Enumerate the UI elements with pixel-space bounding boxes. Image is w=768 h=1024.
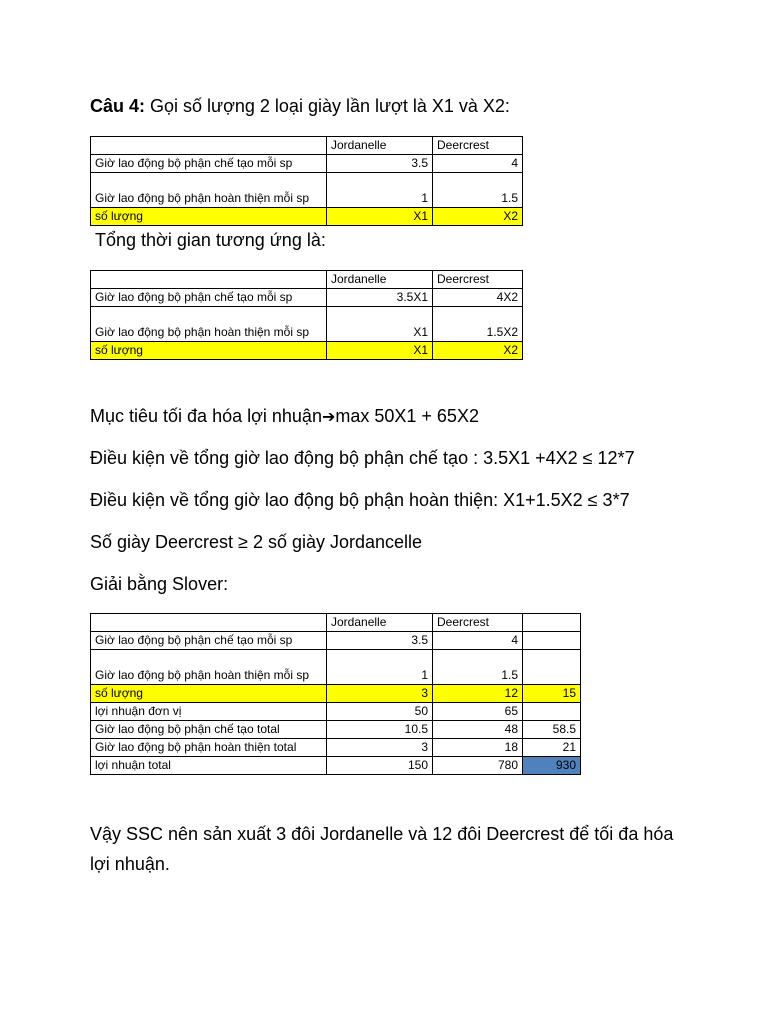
table-cell: 18	[433, 739, 523, 757]
table-cell: Giờ lao động bộ phận chế tạo mỗi sp	[91, 155, 327, 173]
table-header-row	[91, 614, 581, 632]
table-cell: 1.5	[433, 650, 523, 685]
constraint-finishing: Điều kiện về tổng giờ lao động bộ phận hoàn thiện: X1+1.5X2 ≤ 3*7	[90, 490, 630, 510]
table-cell: 1	[327, 650, 433, 685]
table-header-cell: Deercrest	[433, 614, 523, 632]
table-header-cell: Jordanelle	[327, 137, 433, 155]
table-cell	[523, 632, 581, 650]
total-time-heading: Tổng thời gian tương ứng là:	[95, 230, 326, 250]
table-cell: X1	[327, 342, 433, 360]
table-header-row	[91, 271, 523, 289]
question-label: Câu 4:	[90, 96, 146, 116]
table-cell: Giờ lao động bộ phận hoàn thiện mỗi sp	[91, 650, 327, 685]
table-cell: 1.5X2	[433, 307, 523, 342]
table-cell: 1	[327, 173, 433, 208]
table-cell: 15	[523, 685, 581, 703]
table-header-cell: Deercrest	[433, 137, 523, 155]
table-cell: 58.5	[523, 721, 581, 739]
table-header-cell: Deercrest	[433, 271, 523, 289]
table-cell: X1	[327, 307, 433, 342]
table-row	[91, 632, 581, 650]
question-heading	[90, 96, 510, 117]
solver-heading: Giải bằng Slover:	[90, 574, 229, 594]
table-cell: X2	[433, 208, 523, 226]
table-cell: Giờ lao động bộ phận hoàn thiện mỗi sp	[91, 173, 327, 208]
table-cell: Giờ lao động bộ phận hoàn thiện total	[91, 739, 327, 757]
table-cell: 1.5	[433, 173, 523, 208]
objective-line	[90, 406, 479, 427]
table-cell: 4X2	[433, 289, 523, 307]
table-cell	[91, 271, 327, 289]
table-cell: X2	[433, 342, 523, 360]
table-cell	[523, 614, 581, 632]
conclusion-line-2: lợi nhuận.	[90, 854, 170, 874]
total-profit-cell: 930	[523, 757, 581, 775]
conclusion-line-1: Vậy SSC nên sản xuất 3 đôi Jordanelle và 12 đôi Deercrest để tối đa hóa	[90, 824, 674, 844]
table-row	[91, 757, 581, 775]
table-header-row	[91, 137, 523, 155]
table-row-highlighted	[91, 208, 523, 226]
question-text: Gọi số lượng 2 loại giày lần lượt là X1 và X2:	[145, 96, 510, 116]
table-row	[91, 155, 523, 173]
quantity-table	[90, 136, 523, 226]
objective-prefix: Mục tiêu tối đa hóa lợi nhuận	[90, 406, 322, 426]
table-cell: 3.5X1	[327, 289, 433, 307]
table-row	[91, 739, 581, 757]
table-header-cell: Jordanelle	[327, 614, 433, 632]
table-cell	[91, 614, 327, 632]
table-cell: 65	[433, 703, 523, 721]
table-row-highlighted	[91, 342, 523, 360]
table-cell: 21	[523, 739, 581, 757]
table-row	[91, 307, 523, 342]
table-cell: Giờ lao động bộ phận chế tạo mỗi sp	[91, 632, 327, 650]
table-cell: lợi nhuận đơn vị	[91, 703, 327, 721]
table-cell: Giờ lao động bộ phận chế tạo total	[91, 721, 327, 739]
table-cell: 3	[327, 739, 433, 757]
objective-suffix: max 50X1 + 65X2	[335, 406, 479, 426]
table-header-cell: Jordanelle	[327, 271, 433, 289]
solver-table	[90, 613, 581, 775]
constraint-manufacturing: Điều kiện về tổng giờ lao động bộ phận chế tạo : 3.5X1 +4X2 ≤ 12*7	[90, 448, 635, 468]
table-cell: 3.5	[327, 155, 433, 173]
table-row	[91, 173, 523, 208]
table-cell: 4	[433, 155, 523, 173]
table-cell: số lượng	[91, 342, 327, 360]
table-cell: 780	[433, 757, 523, 775]
table-cell	[523, 703, 581, 721]
table-cell: số lượng	[91, 685, 327, 703]
table-row	[91, 703, 581, 721]
table-cell: 12	[433, 685, 523, 703]
table-cell: lợi nhuận total	[91, 757, 327, 775]
table-cell: Giờ lao động bộ phận chế tạo mỗi sp	[91, 289, 327, 307]
table-row	[91, 289, 523, 307]
table-row	[91, 650, 581, 685]
table-cell: 3.5	[327, 632, 433, 650]
constraint-ratio: Số giày Deercrest ≥ 2 số giày Jordancelle	[90, 532, 423, 552]
table-cell: số lượng	[91, 208, 327, 226]
table-cell: 150	[327, 757, 433, 775]
table-cell: 3	[327, 685, 433, 703]
table-row-highlighted	[91, 685, 581, 703]
right-arrow-icon: ➔	[321, 409, 336, 426]
table-cell: 10.5	[327, 721, 433, 739]
table-row	[91, 721, 581, 739]
table-cell	[91, 137, 327, 155]
table-cell: X1	[327, 208, 433, 226]
table-cell: 4	[433, 632, 523, 650]
total-time-table	[90, 270, 523, 360]
table-cell	[523, 650, 581, 685]
table-cell: Giờ lao động bộ phận hoàn thiện mỗi sp	[91, 307, 327, 342]
table-cell: 48	[433, 721, 523, 739]
table-cell: 50	[327, 703, 433, 721]
